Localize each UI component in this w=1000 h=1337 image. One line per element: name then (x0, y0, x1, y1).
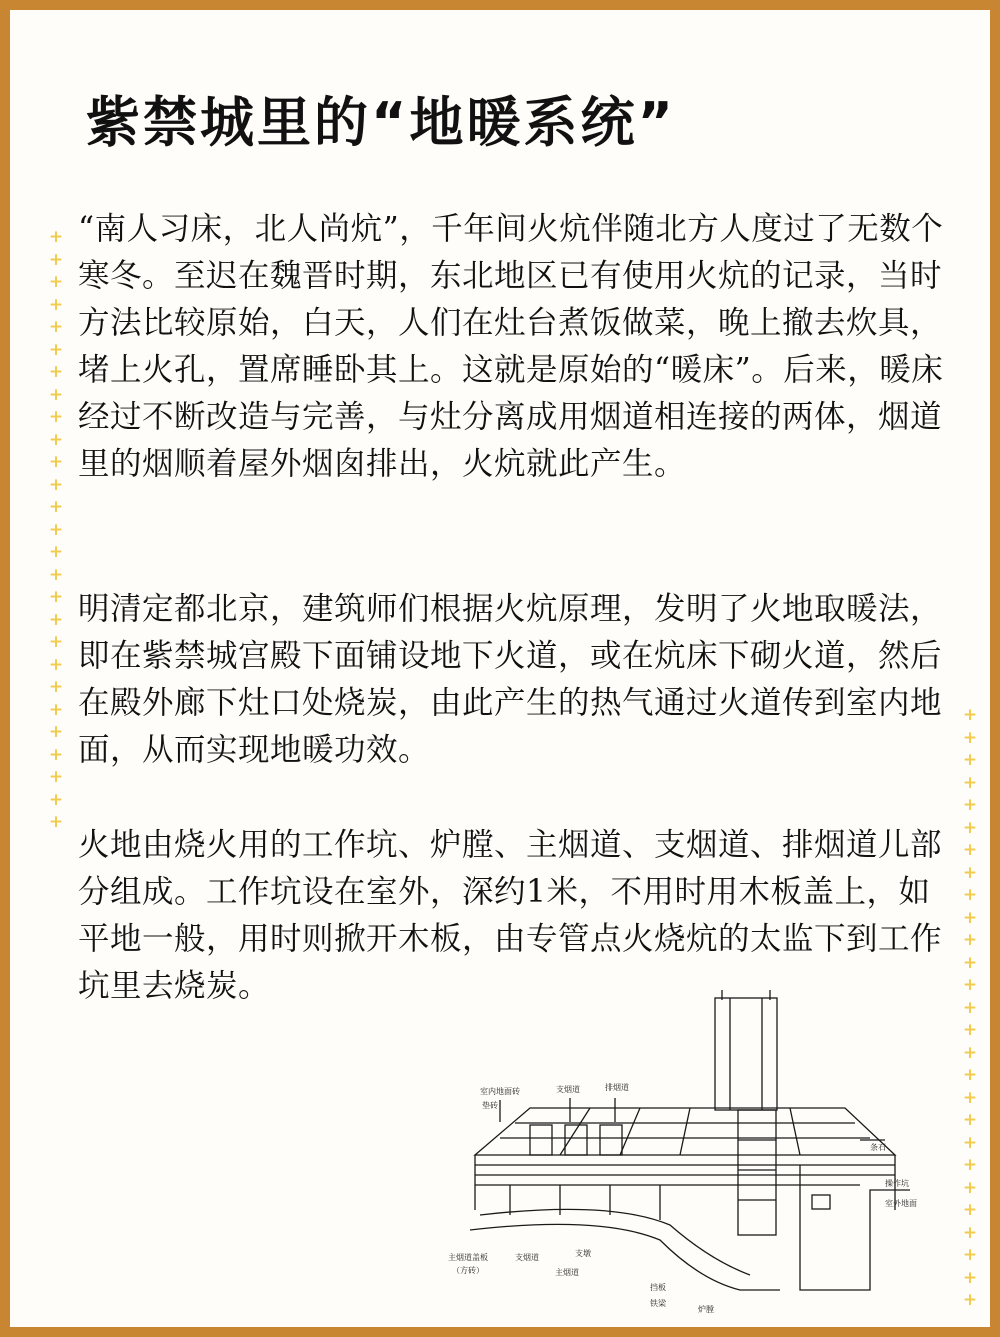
plus-icon: + (962, 1132, 978, 1153)
plus-icon: + (48, 632, 64, 652)
decor-plus-right (961, 704, 979, 1312)
plus-icon: + (48, 272, 64, 292)
label-exhaust-flue: 排烟道 (605, 1083, 629, 1092)
plus-icon: + (48, 294, 64, 315)
plus-icon: + (962, 1065, 978, 1085)
plus-icon: + (962, 795, 978, 815)
plus-icon: + (962, 817, 978, 838)
plus-icon: + (48, 722, 64, 742)
label-branch-flue-top: 支烟道 (556, 1085, 580, 1094)
plus-icon: + (48, 587, 64, 607)
plus-icon: + (48, 407, 64, 427)
plus-icon: + (48, 654, 64, 675)
decor-plus-left (47, 226, 65, 834)
plus-icon: + (962, 1200, 978, 1220)
plus-icon: + (962, 1155, 978, 1175)
plus-icon: + (48, 474, 64, 495)
plus-icon: + (962, 1110, 978, 1130)
plus-icon: + (48, 542, 64, 562)
plus-icon: + (48, 317, 64, 337)
plus-icon: + (962, 997, 978, 1018)
plus-icon: + (962, 930, 978, 950)
label-main-flue: 主烟道 (555, 1268, 579, 1277)
plus-icon: + (962, 1020, 978, 1040)
plus-icon: + (962, 705, 978, 725)
paragraph-components: 火地由烧火用的工作坑、炉膛、主烟道、支烟道、排烟道儿部分组成。工作坑设在室外，深约1米，不用时用木板盖上，如平地一般，用时则掀开木板，由专管点火烧炕的太监下到工作坑里去烧炭。 (78, 827, 943, 1004)
plus-icon: + (962, 727, 978, 748)
plus-icon: + (48, 497, 64, 517)
plus-icon: + (48, 452, 64, 472)
plus-icon: + (48, 227, 64, 247)
plus-icon: + (962, 772, 978, 793)
label-branch-flue-bottom: 支烟道 (515, 1253, 539, 1262)
plus-icon: + (48, 249, 64, 270)
plus-icon: + (962, 1290, 978, 1310)
plus-icon: + (962, 1245, 978, 1265)
label-square-brick: （方砖） (452, 1266, 484, 1275)
paragraph-history-kang: “南人习床，北人尚炕”，千年间火炕伴随北方人度过了无数个寒冬。至迟在魏晋时期，东北地区已有使用火炕的记录，当时方法比较原始，白天，人们在灶台煮饭做菜，晚上撤去炊具，堵上火孔，置席睡卧其上。这就是原始的“暖床”。后来，暖床经过不断改造与完善，与灶分离成用烟道相连接的两体，烟道里的烟顺着屋外烟囱排出，火炕就此产生。 (78, 211, 944, 482)
plus-icon: + (962, 862, 978, 883)
plus-icon: + (48, 699, 64, 720)
plus-icon: + (48, 677, 64, 697)
floor-heating-diagram (440, 990, 930, 1320)
label-baffle: 挡板 (650, 1283, 666, 1292)
plus-icon: + (48, 564, 64, 585)
plus-icon: + (962, 840, 978, 860)
label-outdoor-ground: 室外地面 (885, 1199, 917, 1208)
label-cushion-brick: 垫砖 (482, 1101, 498, 1110)
plus-icon: + (48, 362, 64, 382)
plus-icon: + (962, 885, 978, 905)
plus-icon: + (48, 812, 64, 832)
label-support: 支墩 (575, 1249, 591, 1258)
plus-icon: + (962, 1267, 978, 1288)
page-title: 紫禁城里的“地暖系统” (86, 91, 676, 154)
plus-icon: + (48, 429, 64, 450)
plus-icon: + (962, 1222, 978, 1243)
plus-icon: + (48, 744, 64, 765)
label-furnace: 炉膛 (698, 1305, 714, 1314)
label-work-pit: 操作坑 (885, 1179, 909, 1188)
plus-icon: + (962, 975, 978, 995)
plus-icon: + (962, 952, 978, 973)
plus-icon: + (962, 1087, 978, 1108)
paragraph-floor-heating: 明清定都北京，建筑师们根据火炕原理，发明了火地取暖法，即在紫禁城宫殿下面铺设地下火道，或在炕床下砌火道，然后在殿外廊下灶口处烧炭，由此产生的热气通过火道传到室内地面，从而实现地暖功效。 (78, 591, 943, 768)
label-step-stone: 条石 (870, 1143, 886, 1152)
label-iron-beam: 铁梁 (650, 1299, 666, 1308)
plus-icon: + (48, 789, 64, 810)
plus-icon: + (962, 750, 978, 770)
plus-icon: + (48, 519, 64, 540)
label-indoor-floor-brick: 室内地面砖 (480, 1087, 520, 1096)
plus-icon: + (48, 384, 64, 405)
label-main-flue-cover: 主烟道盖板 (448, 1253, 488, 1262)
plus-icon: + (48, 767, 64, 787)
plus-icon: + (962, 907, 978, 928)
plus-icon: + (48, 339, 64, 360)
plus-icon: + (962, 1042, 978, 1063)
plus-icon: + (48, 609, 64, 630)
plus-icon: + (962, 1177, 978, 1198)
